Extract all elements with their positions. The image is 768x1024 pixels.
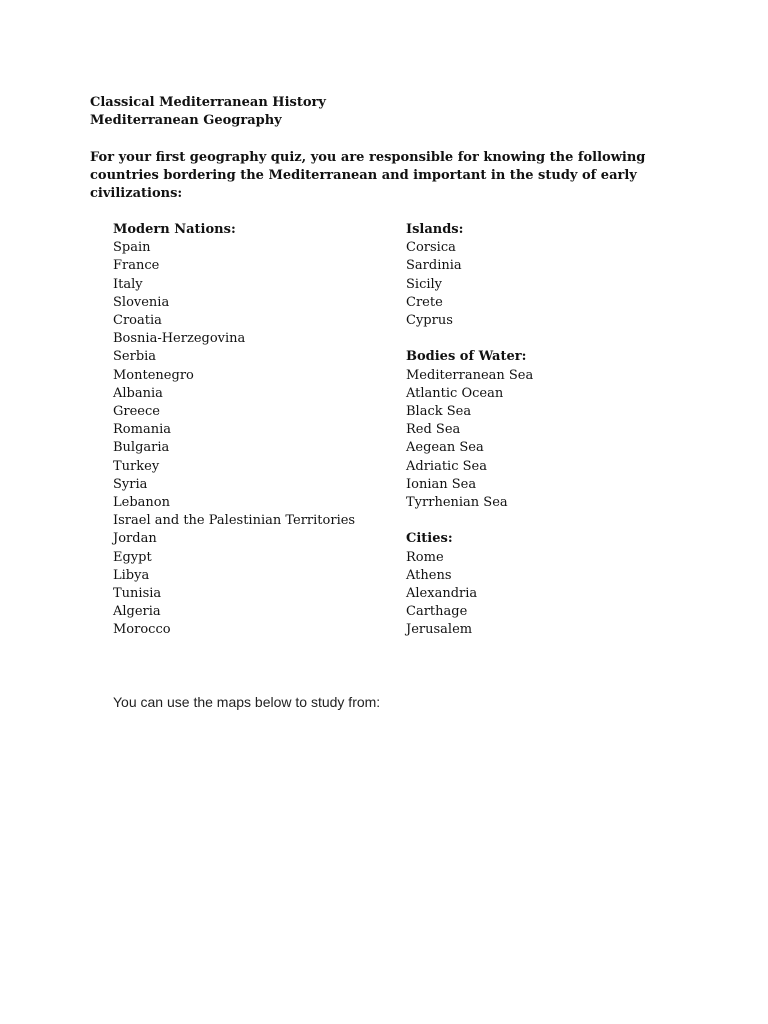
unit-title: Mediterranean Geography <box>90 113 282 129</box>
nation-item: Greece <box>113 404 160 420</box>
nation-item: Lebanon <box>113 495 170 511</box>
modern-nations-heading: Modern Nations: <box>113 222 236 237</box>
modern-nations-column <box>113 221 393 640</box>
water-item: Tyrrhenian Sea <box>406 495 508 511</box>
nation-item: Bosnia-Herzegovina <box>113 331 246 347</box>
city-item: Jerusalem <box>406 622 473 638</box>
nation-item: Libya <box>113 567 150 583</box>
islands-heading: Islands: <box>406 222 464 237</box>
nation-item: Croatia <box>113 313 162 329</box>
city-item: Athens <box>406 567 452 583</box>
water-item: Atlantic Ocean <box>406 385 504 401</box>
city-item: Alexandria <box>406 586 478 602</box>
island-item: Crete <box>406 294 443 310</box>
water-item: Mediterranean Sea <box>406 367 534 383</box>
nation-item: Spain <box>113 240 151 256</box>
section-gap <box>406 330 666 348</box>
course-title: Classical Mediterranean History <box>90 95 326 110</box>
nation-item: Bulgaria <box>113 440 170 456</box>
nation-item: Italy <box>113 276 143 292</box>
nation-item: Morocco <box>113 622 171 638</box>
water-item: Adriatic Sea <box>406 458 487 474</box>
water-item: Ionian Sea <box>406 476 477 492</box>
nation-item: Algeria <box>113 604 161 620</box>
nation-item: Slovenia <box>113 294 170 310</box>
nation-item: Romania <box>113 422 171 438</box>
island-item: Sardinia <box>406 258 462 274</box>
bodies-of-water-heading: Bodies of Water: <box>406 349 527 365</box>
city-item: Rome <box>406 549 444 565</box>
cities-heading: Cities: <box>406 531 453 547</box>
document-header <box>90 94 650 130</box>
intro-paragraph: For your first geography quiz, you are responsible for knowing the following countries bordering the Mediterranean and important in the study of early civilizations: <box>90 150 646 202</box>
nation-item: Egypt <box>113 549 152 565</box>
nation-item: Serbia <box>113 349 157 365</box>
nation-item: Syria <box>113 476 148 492</box>
water-item: Black Sea <box>406 404 472 420</box>
nation-item: Tunisia <box>113 586 162 602</box>
nation-item: Jordan <box>113 531 157 547</box>
right-column <box>406 221 666 640</box>
water-item: Aegean Sea <box>406 440 484 456</box>
nation-item: France <box>113 258 160 274</box>
nation-item: Albania <box>113 385 163 401</box>
island-item: Cyprus <box>406 313 453 329</box>
island-item: Corsica <box>406 240 456 256</box>
section-gap <box>406 512 666 530</box>
island-item: Sicily <box>406 276 443 292</box>
nation-item: Israel and the Palestinian Territories <box>113 513 356 529</box>
nation-item: Montenegro <box>113 367 194 383</box>
city-item: Carthage <box>406 604 468 620</box>
maps-note: You can use the maps below to study from: <box>113 694 381 710</box>
nation-item: Turkey <box>113 458 160 474</box>
water-item: Red Sea <box>406 422 461 438</box>
